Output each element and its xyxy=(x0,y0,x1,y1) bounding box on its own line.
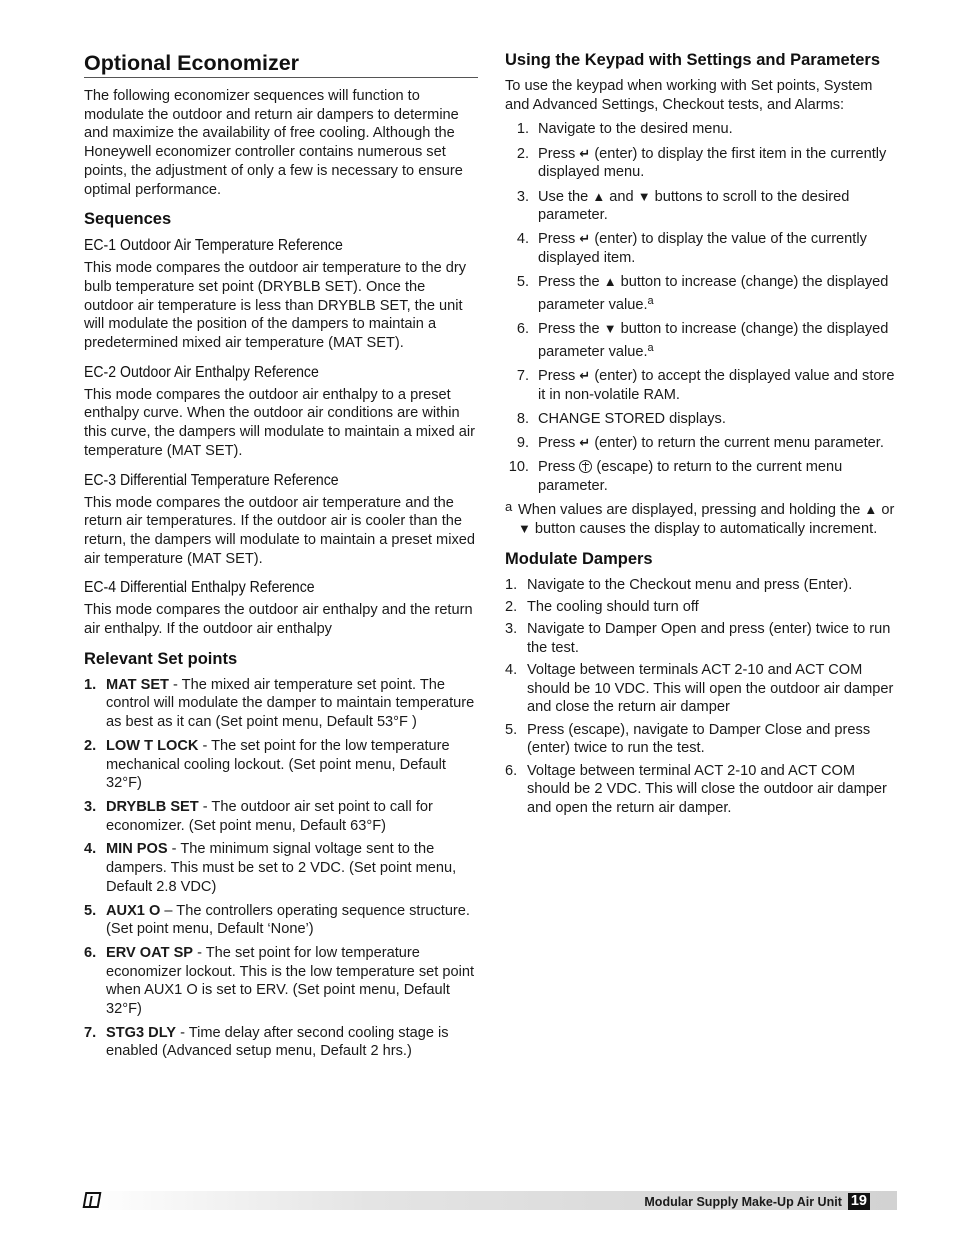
list-item: 5. AUX1 O – The controllers operating sequence structure. (Set point menu, Default ‘None’) xyxy=(84,902,470,938)
list-item: 7. STG3 DLY - Time delay after second cooling stage is enabled (Advanced setup menu, Default 2 hrs.) xyxy=(84,1024,449,1060)
enter-icon: ↵ xyxy=(579,145,591,161)
sequences-heading: Sequences xyxy=(84,210,172,229)
setpoints-heading: Relevant Set points xyxy=(84,649,238,668)
up-arrow-icon: ▲ xyxy=(592,188,606,204)
down-arrow-icon: ▼ xyxy=(518,521,531,537)
keypad-footnote: a When values are displayed, pressing and holding the ▲ or ▼ button causes the display to automatically increment. xyxy=(505,499,895,538)
mode-ec2-title: EC-2 Outdoor Air Enthalpy Reference xyxy=(84,363,319,381)
list-item: 3. DRYBLB SET - The outdoor air set point to call for economizer. (Set point menu, Default 63°F) xyxy=(84,798,433,834)
keypad-heading: Using the Keypad with Settings and Parameters xyxy=(505,51,881,69)
footnote-mark: a xyxy=(647,341,654,354)
enter-icon: ↵ xyxy=(579,368,591,384)
list-item: 2. The cooling should turn off xyxy=(505,598,699,615)
mode-ec2-text: This mode compares the outdoor air enthalpy to a preset enthalpy curve. When the outdoor air conditions are within this curve, the dampers will modulate to maintain a mixed air temperature (MAT SET). xyxy=(84,386,475,459)
list-item: 2. LOW T LOCK - The set point for the low temperature mechanical cooling lockout. (Set point menu, Default 32°F) xyxy=(84,737,450,792)
keypad-steps xyxy=(505,120,897,495)
list-item: 5. Press (escape), navigate to Damper Close and press (enter) twice to run the test. xyxy=(505,721,871,757)
down-arrow-icon: ▼ xyxy=(637,188,651,204)
down-arrow-icon: ▼ xyxy=(603,321,617,337)
list-item: 7. Press ↵ (enter) to accept the displayed value and store it in non-volatile RAM. xyxy=(516,368,895,403)
list-item: 1. Navigate to the Checkout menu and press (Enter). xyxy=(505,576,853,593)
brand-logo-icon xyxy=(83,1192,102,1208)
list-item: 9. Press ↵ (enter) to return the current menu parameter. xyxy=(516,435,884,452)
list-item: 8. CHANGE STORED displays. xyxy=(516,411,726,428)
dampers-heading: Modulate Dampers xyxy=(505,549,653,568)
enter-icon: ↵ xyxy=(579,435,591,451)
footnote-mark: a xyxy=(647,295,654,308)
right-column xyxy=(505,50,897,821)
mode-ec1-title: EC-1 Outdoor Air Temperature Reference xyxy=(84,237,343,255)
list-item: 1. MAT SET - The mixed air temperature set point. The control will modulate the damper to maintain temperature as best as it can (Set point menu, Default 53°F ) xyxy=(84,676,475,731)
list-item: 6. Press the ▼ button to increase (change) the displayed parameter value.$^a$ xyxy=(516,321,889,360)
list-item: 5. Press the ▲ button to increase (change) the displayed parameter value.$^a$ xyxy=(516,274,889,314)
list-item: 4. Press ↵ (enter) to display the value of the currently displayed item. xyxy=(516,231,867,267)
mode-ec3-title: EC-3 Differential Temperature Reference xyxy=(84,471,339,489)
up-arrow-icon: ▲ xyxy=(864,502,878,518)
page-title: Optional Economizer xyxy=(84,50,478,78)
setpoints-list xyxy=(84,676,478,1061)
list-item: 1. Navigate to the desired menu. xyxy=(516,121,733,138)
list-item: 4. Voltage between terminals ACT 2-10 and ACT COM should be 10 VDC. This will open the outdoor air damper and close the return air damper xyxy=(505,662,894,716)
footer xyxy=(644,1193,870,1210)
list-item: 6. ERV OAT SP - The set point for low temperature economizer lockout. This is the low temperature set point when AUX1 O is set to ERV. (Set point menu, Default 32°F) xyxy=(84,944,474,1018)
page-number: 19 xyxy=(848,1193,870,1210)
keypad-intro: To use the keypad when working with Set points, System and Advanced Settings, Checkout tests, and Alarms: xyxy=(505,78,873,113)
list-item: 6. Voltage between terminal ACT 2-10 and ACT COM should be 2 VDC. This will close the outdoor air damper and open the return air damper. xyxy=(505,762,887,816)
list-item: 4. MIN POS - The minimum signal voltage sent to the dampers. This must be set to 2 VDC. (Set point menu, Default 2.8 VDC) xyxy=(84,841,457,895)
footer-title: Modular Supply Make-Up Air Unit xyxy=(644,1194,842,1209)
intro-paragraph: The following economizer sequences will function to modulate the outdoor and return air dampers to determine and maximize the availability of free cooling. Although the Honeywell economizer controller contains numerous set points, the adjustment of only a few is necessary to ensure optimal performance. xyxy=(84,88,463,198)
list-item: 10. Press (escape) to return to the current menu parameter. xyxy=(508,459,843,495)
mode-ec4-title: EC-4 Differential Enthalpy Reference xyxy=(84,579,315,597)
enter-icon: ↵ xyxy=(579,231,591,247)
dampers-list xyxy=(505,576,897,818)
mode-ec3-text: This mode compares the outdoor air temperature and the return air temperatures. If the outdoor air is cooler than the return, the dampers will modulate to maintain a preset mixed air temperature (MAT SET). xyxy=(84,494,475,567)
mode-ec1-text: This mode compares the outdoor air temperature to the dry bulb temperature set point (DRYBLB SET). Once the outdoor air temperature is less than DRYBLB SET, the unit will modulate the position of the dampers to maintain a predetermined mixed air temperature (MAT SET). xyxy=(84,260,467,352)
left-column xyxy=(84,50,478,1066)
list-item: 2. Press ↵ (enter) to display the first item in the currently displayed menu. xyxy=(516,145,887,181)
footnote-mark: a xyxy=(505,499,513,515)
list-item: 3. Use the ▲ and ▼ buttons to scroll to the desired parameter. xyxy=(516,188,850,224)
escape-icon xyxy=(579,460,592,473)
mode-ec4-text: This mode compares the outdoor air enthalpy and the return air enthalpy. If the outdoor air enthalpy xyxy=(84,602,473,638)
list-item: 3. Navigate to Damper Open and press (enter) twice to run the test. xyxy=(505,621,891,656)
up-arrow-icon: ▲ xyxy=(603,274,617,290)
